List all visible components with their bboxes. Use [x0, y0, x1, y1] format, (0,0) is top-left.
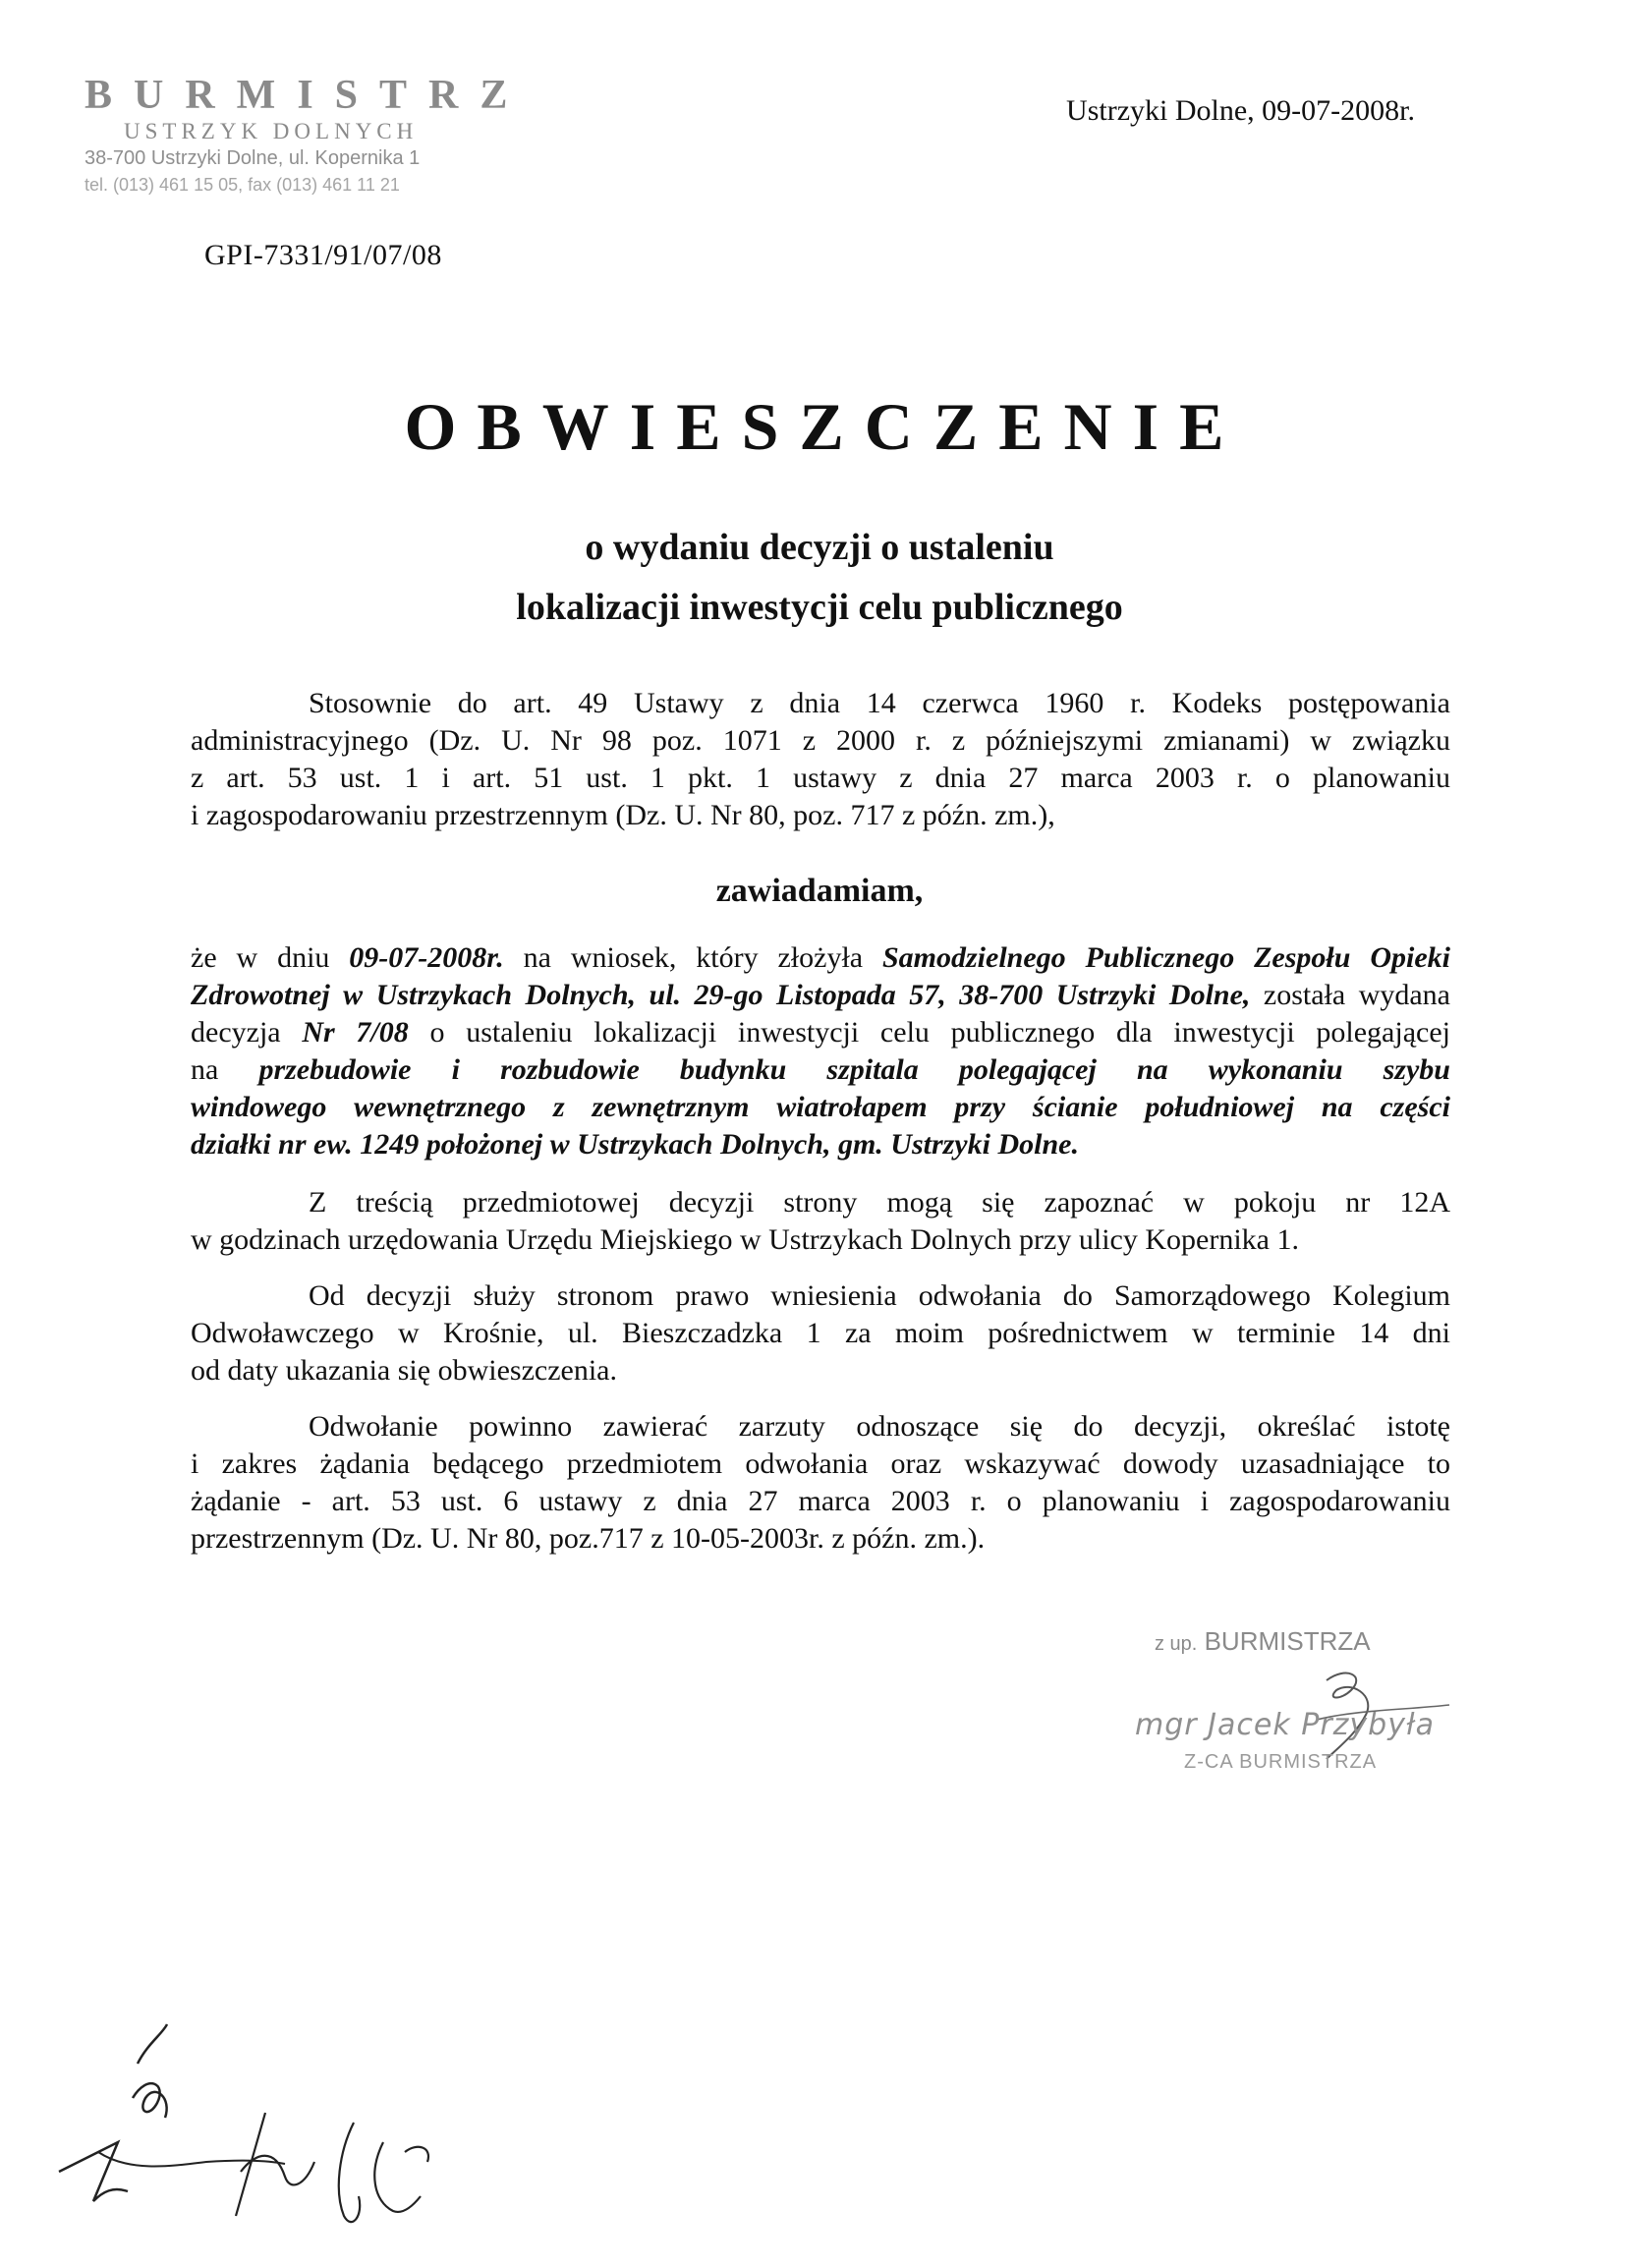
intro-line: administracyjnego (Dz. U. Nr 98 poz. 1071 z 2000 r. z późniejszymi zmianami) w związku	[191, 724, 1450, 757]
access-paragraph	[191, 1184, 1450, 1259]
decision-text: o ustaleniu lokalizacji inwestycji celu publicznego dla inwestycji polegającej	[408, 1016, 1450, 1049]
decision-text: została wydana	[1250, 979, 1450, 1011]
signatory-role: Z-CA BURMISTRZA	[1184, 1751, 1378, 1773]
intro-line: Stosownie do art. 49 Ustawy z dnia 14 czerwca 1960 r. Kodeks postępowania	[309, 687, 1450, 719]
decision-line	[191, 1014, 1450, 1051]
signature-authority-name: BURMISTRZA	[1204, 1626, 1371, 1656]
letterhead-phone: tel. (013) 461 15 05, fax (013) 461 11 21	[85, 175, 400, 195]
appeal-content-paragraph	[191, 1408, 1450, 1558]
notify-heading: zawiadamiam,	[715, 873, 924, 909]
decision-line	[191, 1051, 1450, 1089]
subtitle-line-2: lokalizacji inwestycji celu publicznego	[516, 587, 1123, 628]
reference-number: GPI-7331/91/07/08	[204, 239, 442, 271]
letterhead-address: 38-700 Ustrzyki Dolne, ul. Kopernika 1	[85, 147, 421, 169]
letterhead-title: BURMISTRZ	[85, 73, 530, 118]
access-line: w godzinach urzędowania Urzędu Miejskiego w Ustrzykach Dolnych przy ulicy Kopernika 1.	[191, 1223, 1299, 1256]
investment-description: windowego wewnętrznego z zewnętrznym wiatrołapem przy ścianie południowej na części	[191, 1091, 1450, 1123]
subtitle-line-1: o wydaniu decyzji o ustaleniu	[585, 527, 1054, 568]
decision-text: na wniosek, który złożyła	[503, 941, 882, 974]
decision-text: na	[191, 1053, 259, 1086]
applicant-address: Zdrowotnej w Ustrzykach Dolnych, ul. 29-go Listopada 57, 38-700 Ustrzyki Dolne,	[191, 979, 1251, 1011]
decision-line	[191, 939, 1450, 977]
applicant-name: Samodzielnego Publicznego Zespołu Opieki	[881, 941, 1450, 974]
intro-paragraph	[191, 685, 1450, 834]
appeal-paragraph	[191, 1277, 1450, 1389]
intro-line: z art. 53 ust. 1 i art. 51 ust. 1 pkt. 1 ustawy z dnia 27 marca 2003 r. o planowaniu	[191, 762, 1450, 794]
decision-date: 09-07-2008r.	[349, 941, 504, 974]
letterhead-stamp	[85, 73, 530, 198]
content-line: Odwołanie powinno zawierać zarzuty odnoszące się do decyzji, określać istotę	[309, 1410, 1450, 1443]
investment-description: działki nr ew. 1249 położonej w Ustrzykach Dolnych, gm. Ustrzyki Dolne.	[191, 1128, 1079, 1161]
decision-text: decyzja	[191, 1016, 303, 1049]
investment-description: przebudowie i rozbudowie budynku szpitala polegającej na wykonaniu szybu	[258, 1053, 1450, 1086]
place-and-date: Ustrzyki Dolne, 09-07-2008r.	[1066, 94, 1415, 127]
appeal-line: Odwoławczego w Krośnie, ul. Bieszczadzka 1 za moim pośrednictwem w terminie 14 dni	[191, 1317, 1450, 1349]
decision-line	[191, 1126, 1450, 1163]
decision-paragraph	[191, 939, 1450, 1163]
appeal-line: Od decyzji służy stronom prawo wniesienia odwołania do Samorządowego Kolegium	[309, 1279, 1450, 1312]
decision-number: Nr 7/08	[302, 1016, 409, 1049]
letterhead-subtitle: USTRZYK DOLNYCH	[124, 119, 419, 143]
decision-line	[191, 977, 1450, 1014]
appeal-line: od daty ukazania się obwieszczenia.	[191, 1354, 617, 1387]
signature-authority	[1155, 1626, 1371, 1657]
content-line: żądanie - art. 53 ust. 6 ustawy z dnia 27 marca 2003 r. o planowaniu i zagospodarowaniu	[191, 1485, 1450, 1517]
document-title: OBWIESZCZENIE	[404, 389, 1245, 464]
content-line: i zakres żądania będącego przedmiotem odwołania oraz wskazywać dowody uzasadniające to	[191, 1447, 1450, 1480]
content-line: przestrzennym (Dz. U. Nr 80, poz.717 z 10-05-2003r. z późn. zm.).	[191, 1522, 986, 1555]
signature-prefix: z up.	[1155, 1633, 1198, 1655]
handwritten-initials	[39, 2005, 472, 2240]
signatory-name: mgr Jacek Przybyła	[1135, 1708, 1435, 1742]
decision-line	[191, 1089, 1450, 1126]
access-line: Z treścią przedmiotowej decyzji strony mogą się zapoznać w pokoju nr 12A	[309, 1186, 1450, 1219]
intro-line: i zagospodarowaniu przestrzennym (Dz. U. Nr 80, poz. 717 z późn. zm.),	[191, 799, 1055, 831]
decision-text: że w dniu	[191, 941, 350, 974]
